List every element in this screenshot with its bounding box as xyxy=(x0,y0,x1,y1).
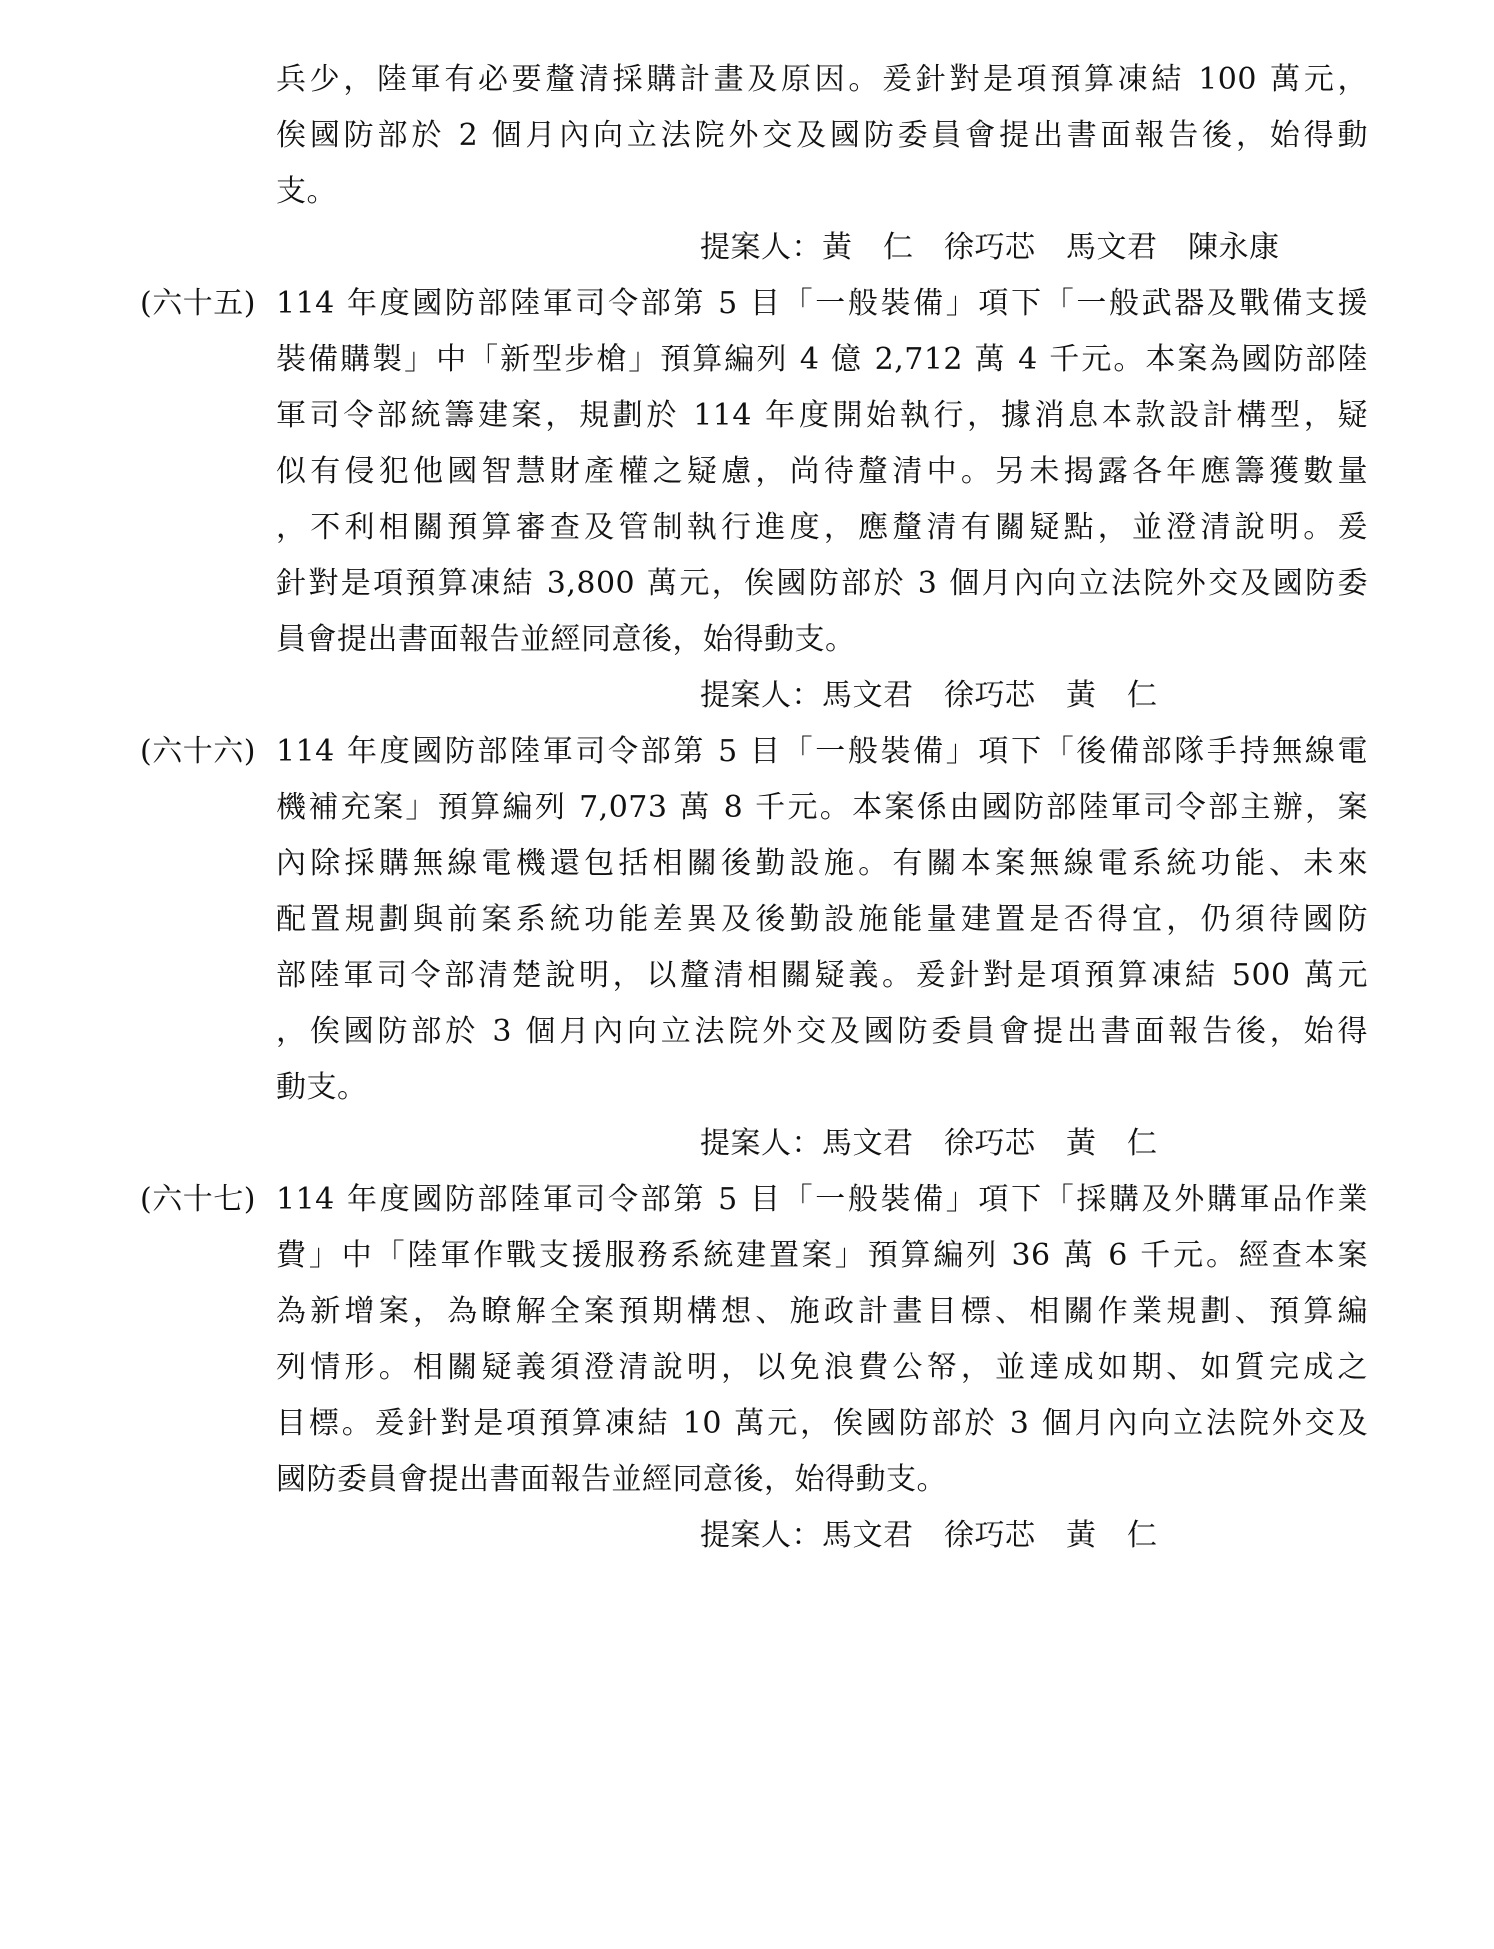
item-67-line-4: 列情形。相關疑義須澄清說明，以免浪費公帑，並達成如期、如質完成之 xyxy=(276,1350,1368,1385)
item-67-label: (六十七) xyxy=(140,1182,256,1217)
item-66-line-3: 內除採購無線電機還包括相關後勤設施。有關本案無線電系統功能、未來 xyxy=(276,846,1368,881)
item-65-line-3: 軍司令部統籌建案，規劃於 114 年度開始執行，據消息本款設計構型，疑 xyxy=(276,398,1368,433)
item-66-line-1: 114 年度國防部陸軍司令部第 5 目「一般裝備」項下「後備部隊手持無線電 xyxy=(276,734,1368,769)
item-66-label: (六十六) xyxy=(140,734,256,769)
item-65-line-5: ，不利相關預算審查及管制執行進度，應釐清有關疑點，並澄清說明。爰 xyxy=(276,510,1368,545)
intro-line-1: 兵少，陸軍有必要釐清採購計畫及原因。爰針對是項預算凍結 100 萬元， xyxy=(276,62,1368,97)
intro-signature: 提案人：黃 仁 徐巧芯 馬文君 陳永康 xyxy=(700,230,1280,265)
item-65-label: (六十五) xyxy=(140,286,256,321)
item-65-line-7: 員會提出書面報告並經同意後，始得動支。 xyxy=(276,622,856,657)
intro-line-3: 支。 xyxy=(276,174,337,209)
item-65-line-1: 114 年度國防部陸軍司令部第 5 目「一般裝備」項下「一般武器及戰備支援 xyxy=(276,286,1368,321)
item-65-signature: 提案人：馬文君 徐巧芯 黃 仁 xyxy=(700,678,1158,713)
item-66-line-4: 配置規劃與前案系統功能差異及後勤設施能量建置是否得宜，仍須待國防 xyxy=(276,902,1368,937)
item-67-line-5: 目標。爰針對是項預算凍結 10 萬元，俟國防部於 3 個月內向立法院外交及 xyxy=(276,1406,1368,1441)
item-66-line-7: 動支。 xyxy=(276,1070,368,1105)
item-67-line-1: 114 年度國防部陸軍司令部第 5 目「一般裝備」項下「採購及外購軍品作業 xyxy=(276,1182,1368,1217)
item-67-signature: 提案人：馬文君 徐巧芯 黃 仁 xyxy=(700,1518,1158,1553)
item-67-line-6: 國防委員會提出書面報告並經同意後，始得動支。 xyxy=(276,1462,947,1497)
item-66-line-5: 部陸軍司令部清楚說明，以釐清相關疑義。爰針對是項預算凍結 500 萬元 xyxy=(276,958,1368,993)
item-67-line-3: 為新增案，為瞭解全案預期構想、施政計畫目標、相關作業規劃、預算編 xyxy=(276,1294,1368,1329)
item-65-line-4: 似有侵犯他國智慧財產權之疑慮，尚待釐清中。另未揭露各年應籌獲數量 xyxy=(276,454,1368,489)
item-66-line-2: 機補充案」預算編列 7,073 萬 8 千元。本案係由國防部陸軍司令部主辦，案 xyxy=(276,790,1368,825)
item-66-signature: 提案人：馬文君 徐巧芯 黃 仁 xyxy=(700,1126,1158,1161)
item-66-line-6: ，俟國防部於 3 個月內向立法院外交及國防委員會提出書面報告後，始得 xyxy=(276,1014,1368,1049)
item-65-line-2: 裝備購製」中「新型步槍」預算編列 4 億 2,712 萬 4 千元。本案為國防部陸 xyxy=(276,342,1368,377)
item-65-line-6: 針對是項預算凍結 3,800 萬元，俟國防部於 3 個月內向立法院外交及國防委 xyxy=(276,566,1368,601)
intro-line-2: 俟國防部於 2 個月內向立法院外交及國防委員會提出書面報告後，始得動 xyxy=(276,118,1368,153)
item-67-line-2: 費」中「陸軍作戰支援服務系統建置案」預算編列 36 萬 6 千元。經查本案 xyxy=(276,1238,1368,1273)
